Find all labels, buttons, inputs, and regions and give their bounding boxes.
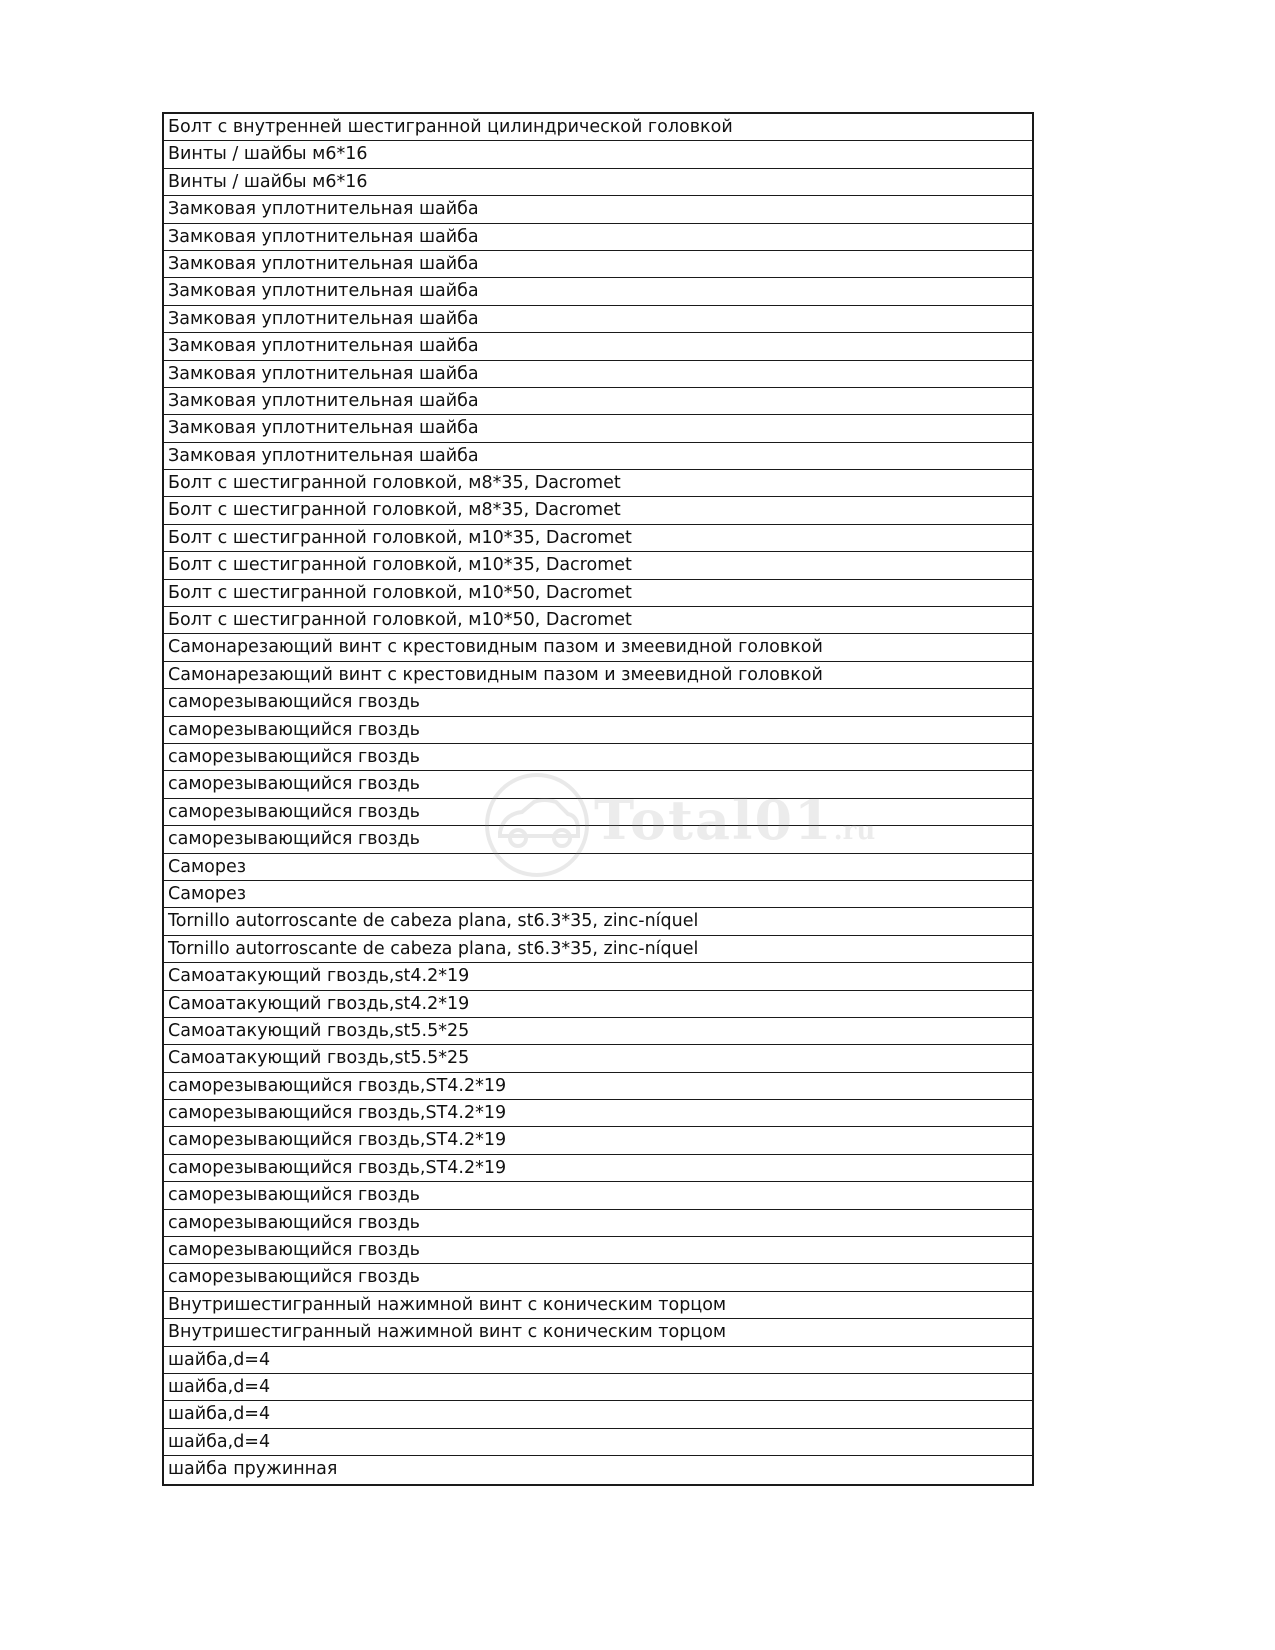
table-row: Болт с шестигранной головкой, м10*35, Dacromet [164, 525, 1032, 552]
parts-table [162, 112, 1034, 1486]
table-row: саморезывающийся гвоздь,ST4.2*19 [164, 1127, 1032, 1154]
table-row: Замковая уплотнительная шайба [164, 251, 1032, 278]
table-row: Самоатакующий гвоздь,st4.2*19 [164, 991, 1032, 1018]
table-row: саморезывающийся гвоздь [164, 799, 1032, 826]
table-row: Болт с шестигранной головкой, м8*35, Dacromet [164, 470, 1032, 497]
table-row: Замковая уплотнительная шайба [164, 388, 1032, 415]
table-row: Болт с шестигранной головкой, м10*50, Dacromet [164, 607, 1032, 634]
table-row: Самонарезающий винт с крестовидным пазом и змеевидной головкой [164, 634, 1032, 661]
table-row: Винты / шайбы м6*16 [164, 169, 1032, 196]
table-row: Саморез [164, 881, 1032, 908]
table-row: Болт с внутренней шестигранной цилиндрической головкой [164, 114, 1032, 141]
table-row: саморезывающийся гвоздь [164, 1210, 1032, 1237]
table-row: саморезывающийся гвоздь [164, 1264, 1032, 1291]
table-row: шайба,d=4 [164, 1429, 1032, 1456]
table-row: шайба,d=4 [164, 1347, 1032, 1374]
table-row: саморезывающийся гвоздь,ST4.2*19 [164, 1100, 1032, 1127]
table-row: саморезывающийся гвоздь [164, 1182, 1032, 1209]
table-row: саморезывающийся гвоздь [164, 1237, 1032, 1264]
table-row: Болт с шестигранной головкой, м10*35, Dacromet [164, 552, 1032, 579]
table-row: Замковая уплотнительная шайба [164, 443, 1032, 470]
table-row: Винты / шайбы м6*16 [164, 141, 1032, 168]
watermark-suffix: .ru [833, 816, 876, 846]
table-row: саморезывающийся гвоздь [164, 744, 1032, 771]
table-row: саморезывающийся гвоздь [164, 826, 1032, 853]
table-row: шайба,d=4 [164, 1401, 1032, 1428]
table-row: Самонарезающий винт с крестовидным пазом и змеевидной головкой [164, 662, 1032, 689]
table-row: Замковая уплотнительная шайба [164, 333, 1032, 360]
watermark-brand: Total01 [594, 788, 834, 852]
table-row: Самоатакующий гвоздь,st5.5*25 [164, 1045, 1032, 1072]
table-row: Tornillo autorroscante de cabeza plana, st6.3*35, zinc-níquel [164, 936, 1032, 963]
table-row: Внутришестигранный нажимной винт с коническим торцом [164, 1292, 1032, 1319]
table-row: Внутришестигранный нажимной винт с коническим торцом [164, 1319, 1032, 1346]
table-row: Болт с шестигранной головкой, м8*35, Dacromet [164, 497, 1032, 524]
table-row: саморезывающийся гвоздь [164, 689, 1032, 716]
table-row: Замковая уплотнительная шайба [164, 361, 1032, 388]
table-row: Замковая уплотнительная шайба [164, 306, 1032, 333]
table-row: саморезывающийся гвоздь [164, 717, 1032, 744]
table-row: Замковая уплотнительная шайба [164, 415, 1032, 442]
table-row: Самоатакующий гвоздь,st4.2*19 [164, 963, 1032, 990]
table-row: шайба,d=4 [164, 1374, 1032, 1401]
table-row: Замковая уплотнительная шайба [164, 278, 1032, 305]
table-row: Замковая уплотнительная шайба [164, 224, 1032, 251]
table-row: Саморез [164, 854, 1032, 881]
table-row: Tornillo autorroscante de cabeza plana, st6.3*35, zinc-níquel [164, 908, 1032, 935]
table-row: шайба пружинная [168, 1459, 338, 1480]
table-row: Самоатакующий гвоздь,st5.5*25 [164, 1018, 1032, 1045]
table-row: Замковая уплотнительная шайба [164, 196, 1032, 223]
table-row: саморезывающийся гвоздь [164, 771, 1032, 798]
table-row: саморезывающийся гвоздь,ST4.2*19 [164, 1073, 1032, 1100]
table-row: саморезывающийся гвоздь,ST4.2*19 [164, 1155, 1032, 1182]
table-row: Болт с шестигранной головкой, м10*50, Dacromet [164, 580, 1032, 607]
